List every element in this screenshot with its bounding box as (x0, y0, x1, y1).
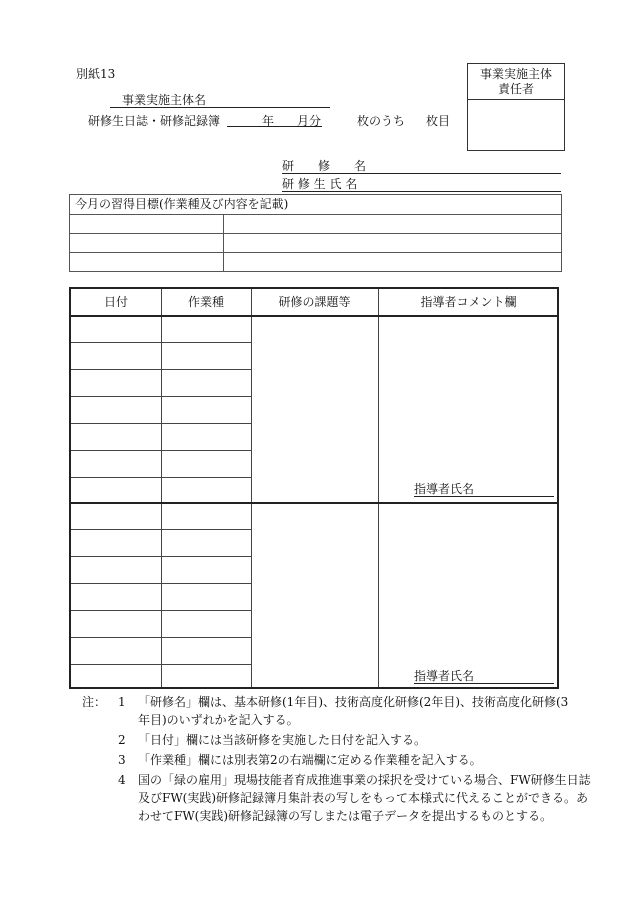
goal-row (70, 234, 562, 253)
row-divider (71, 664, 251, 665)
row-divider (71, 610, 251, 611)
col-header-work-type: 作業種 (187, 295, 224, 309)
note-item-1 (82, 693, 569, 711)
goal-table (69, 214, 562, 272)
row-divider (71, 477, 251, 478)
note-num: 1 (118, 695, 126, 709)
responsible-box-header (468, 64, 564, 100)
note-item-2 (82, 731, 562, 751)
instructor-name-field-2[interactable] (414, 669, 554, 684)
col-header-task: 研修の課題等 (278, 295, 351, 309)
instructor-name-field-1[interactable] (414, 482, 554, 497)
year-label: 年 (262, 114, 275, 128)
goal-cell-work-type[interactable] (70, 215, 224, 234)
row-divider (71, 423, 251, 424)
col-header-instructor-comment: 指導者コメント欄 (420, 295, 517, 309)
goal-cell-content[interactable] (224, 253, 562, 272)
header-divider (71, 315, 557, 317)
responsible-stamp-area[interactable] (468, 100, 564, 149)
note-text: わせてFW(実践)研修記録簿の写しまたは電子データを提出するものとする。 (138, 809, 553, 823)
goal-cell-content[interactable] (224, 215, 562, 234)
note-item-1-cont (82, 711, 562, 731)
col-divider (378, 289, 379, 687)
goal-cell-work-type[interactable] (70, 253, 224, 272)
log-title: 研修生日誌・研修記録簿 (88, 114, 221, 128)
note-item-3 (82, 751, 562, 771)
note-num: 4 (118, 773, 126, 787)
note-text: 「日付」欄には当該研修を実施した日付を記入する。 (138, 733, 427, 747)
goal-row (70, 253, 562, 272)
responsible-box (467, 63, 565, 151)
row-divider (71, 450, 251, 451)
month-label: 月分 (297, 114, 322, 128)
training-name-field[interactable] (282, 159, 561, 174)
entity-name-field[interactable] (110, 93, 330, 108)
note-text: 年目)のいずれかを記入する。 (138, 713, 299, 727)
goal-cell-work-type[interactable] (70, 234, 224, 253)
record-table (69, 287, 559, 689)
instructor-name-label: 指導者氏名 (414, 482, 475, 496)
row-divider (71, 583, 251, 584)
row-divider (71, 369, 251, 370)
trainee-name-field[interactable] (282, 177, 561, 192)
instructor-name-label: 指導者氏名 (414, 669, 475, 683)
row-divider (71, 556, 251, 557)
goal-cell-content[interactable] (224, 234, 562, 253)
col-divider (161, 289, 162, 687)
note-text: 「研修名」欄は、基本研修(1年目)、技術高度化研修(2年目)、技術高度化研修(3 (138, 695, 569, 709)
trainee-name-label: 研 修 生 氏 名 (282, 177, 358, 191)
entity-name-label: 事業実施主体名 (122, 93, 207, 107)
responsible-line1: 事業実施主体 (479, 67, 552, 81)
goal-title: 今月の習得目標(作業種及び内容を記載) (70, 195, 561, 215)
goal-row (70, 215, 562, 234)
note-num: 2 (118, 733, 126, 747)
row-divider (71, 637, 251, 638)
note-text: 及びFW(実践)研修記録簿月集計表の写しをもって本様式に代えることができる。あ (138, 791, 589, 805)
sheets-of-label: 枚のうち (357, 114, 406, 128)
note-item-4 (82, 771, 591, 789)
note-text: 国の「緑の雇用」現場技能者育成推進事業の採択を受けている場合、FW研修生日誌 (138, 773, 591, 787)
sheet-no-label: 枚目 (426, 114, 451, 128)
notes-prefix: 注： (82, 695, 107, 709)
row-divider (71, 342, 251, 343)
col-header-date: 日付 (103, 295, 128, 309)
responsible-line2: 責任者 (497, 82, 534, 96)
note-item-4-cont (82, 807, 562, 825)
row-divider (71, 529, 251, 530)
row-divider (71, 396, 251, 397)
note-text: 「作業種」欄には別表第2の右端欄に定める作業種を記入する。 (138, 753, 482, 767)
note-num: 3 (118, 753, 126, 767)
goal-section (69, 194, 562, 272)
training-name-label: 研 修 名 (282, 159, 367, 173)
block-divider (71, 502, 557, 504)
notes-section (82, 693, 591, 825)
col-divider (251, 289, 252, 687)
note-item-4-cont (82, 789, 589, 807)
form-id: 別紙13 (76, 67, 116, 81)
